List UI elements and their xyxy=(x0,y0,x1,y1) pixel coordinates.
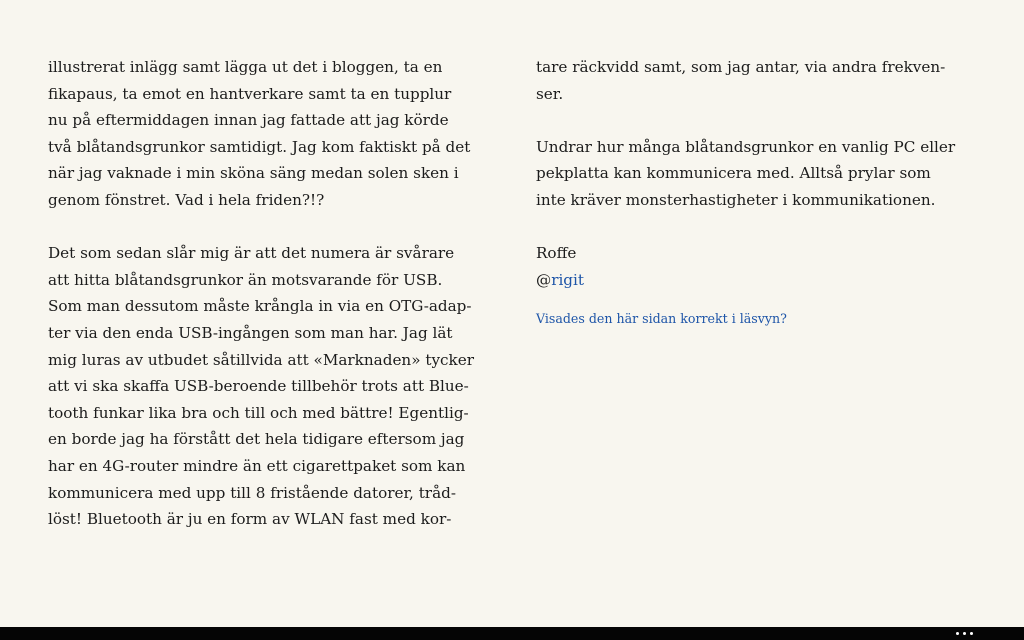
app-bar xyxy=(0,627,1024,640)
paragraph-spacer xyxy=(536,107,976,134)
author-handle xyxy=(536,267,976,294)
text-line: en borde jag ha förstått det hela tidigare eftersom jag xyxy=(48,430,465,449)
paragraph xyxy=(536,54,976,107)
text-line: illustrerat inlägg samt lägga ut det i bloggen, ta en xyxy=(48,58,443,76)
paragraph xyxy=(48,240,488,533)
text-line: löst! Bluetooth är ju en form av WLAN fast med kor- xyxy=(48,510,452,529)
text-line: inte kräver monsterhastigheter i kommunikationen. xyxy=(536,190,936,209)
article-column-right xyxy=(536,54,976,326)
text-line: att hitta blåtandsgrunkor än motsvarande för USB. xyxy=(48,270,443,289)
text-line: när jag vaknade i min sköna säng medan solen sken i xyxy=(48,164,459,183)
text-line: har en 4G-router mindre än ett cigarettpaket som kan xyxy=(48,456,466,475)
text-line: ter via den enda USB-ingången som man har. Jag lät xyxy=(48,323,453,342)
text-line: nu på eftermiddagen innan jag fattade att jag körde xyxy=(48,111,449,130)
text-line: ser. xyxy=(536,84,564,103)
more-ellipsis-icon[interactable] xyxy=(956,630,974,638)
text-line: fikapaus, ta emot en hantverkare samt ta en tupplur xyxy=(48,84,452,103)
dot xyxy=(963,632,966,635)
text-line: genom fönstret. Vad i hela friden?!? xyxy=(48,190,325,209)
author-handle-link[interactable]: rigit xyxy=(551,270,584,289)
reading-view-feedback-link[interactable]: Visades den här sidan korrekt i läsvyn? xyxy=(536,311,787,327)
paragraph xyxy=(48,54,488,214)
article-column-left xyxy=(48,54,488,533)
text-line: Det som sedan slår mig är att det numera är svårare xyxy=(48,244,455,263)
text-line: Som man dessutom måste krångla in via en OTG-adap- xyxy=(48,297,472,316)
text-line: kommunicera med upp till 8 fristående datorer, tråd- xyxy=(48,483,456,502)
dot xyxy=(970,632,973,635)
paragraph-spacer xyxy=(48,214,488,241)
text-line: mig luras av utbudet såtillvida att «Marknaden» tycker xyxy=(48,350,474,369)
text-line: tooth funkar lika bra och till och med bättre! Egentlig- xyxy=(48,403,469,422)
paragraph xyxy=(536,134,976,214)
text-line: tare räckvidd samt, som jag antar, via andra frekven- xyxy=(536,58,946,76)
signature xyxy=(536,240,976,293)
text-line: Undrar hur många blåtandsgrunkor en vanlig PC eller xyxy=(536,137,956,156)
text-line: att vi ska skaffa USB-beroende tillbehör trots att Blue- xyxy=(48,377,469,396)
dot xyxy=(956,632,959,635)
text-line: pekplatta kan kommunicera med. Alltså prylar som xyxy=(536,164,931,183)
handle-prefix: @ xyxy=(536,270,552,289)
paragraph-spacer xyxy=(536,214,976,241)
text-line: två blåtandsgrunkor samtidigt. Jag kom faktiskt på det xyxy=(48,137,471,156)
author-name: Roffe xyxy=(536,244,577,263)
